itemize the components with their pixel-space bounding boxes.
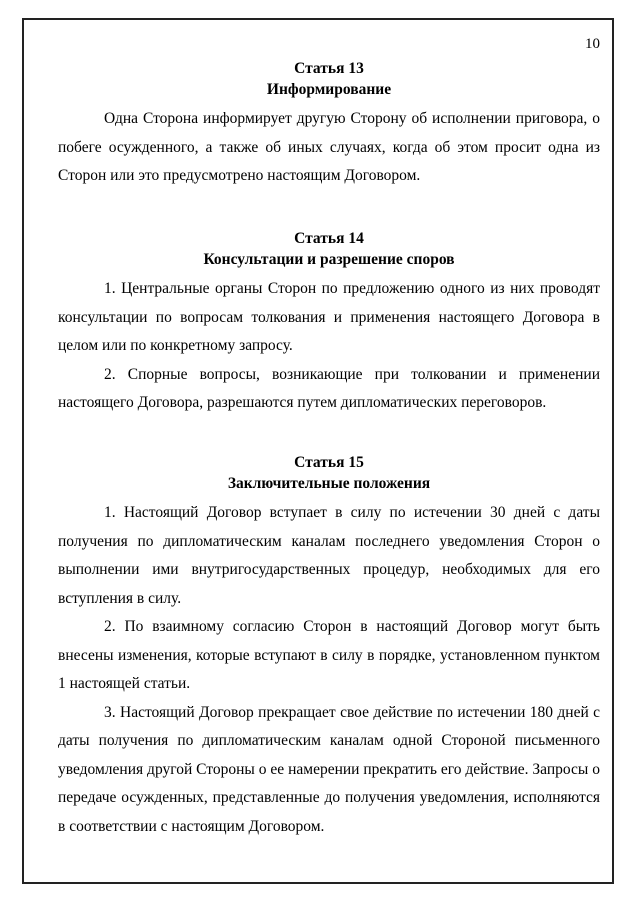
article-number: Статья 15 xyxy=(294,454,364,471)
article-title: Заключительные положения xyxy=(227,475,431,492)
article-14 xyxy=(58,228,600,418)
article-paragraph: 2. Спорные вопросы, возникающие при толковании и применении настоящего Договора, разрешаются путем дипломатических переговоров. xyxy=(58,365,600,411)
article-paragraph: 2. По взаимному согласию Сторон в настоящий Договор могут быть внесены изменения, которые вступают в силу в порядке, установленном пунктом 1 настоящей статьи. xyxy=(58,618,600,692)
article-paragraph: 3. Настоящий Договор прекращает свое действие по истечении 180 дней с даты получения по дипломатическим каналам одной Стороной письменного уведомления другой Стороны о ее намерении прекратить его действие. Запросы о передаче осужденных, представленные до получения уведомления, исполняются в соответствии с настоящим Договором. xyxy=(58,703,600,835)
article-paragraph: Одна Сторона информирует другую Сторону об исполнении приговора, о побеге осужденного, а также об иных случаях, когда об этом просит одна из Сторон или это предусмотрено настоящим Договором. xyxy=(58,110,600,184)
article-title: Информирование xyxy=(266,81,392,98)
article-paragraph: 1. Настоящий Договор вступает в силу по истечении 30 дней с даты получения по дипломатическим каналам последнего уведомления Сторон о выполнении ими внутригосударственных процедур, необходимых для его вступления в силу. xyxy=(58,504,600,607)
page-number: 10 xyxy=(585,36,600,52)
article-title: Консультации и разрешение споров xyxy=(203,251,455,268)
article-number: Статья 13 xyxy=(294,60,364,77)
article-paragraph: 1. Центральные органы Сторон по предложению одного из них проводят консультации по вопросам толкования и применения настоящего Договора в целом или по конкретному запросу. xyxy=(58,280,600,354)
article-number: Статья 14 xyxy=(294,230,364,247)
article-15 xyxy=(58,452,600,841)
article-13 xyxy=(58,58,600,191)
